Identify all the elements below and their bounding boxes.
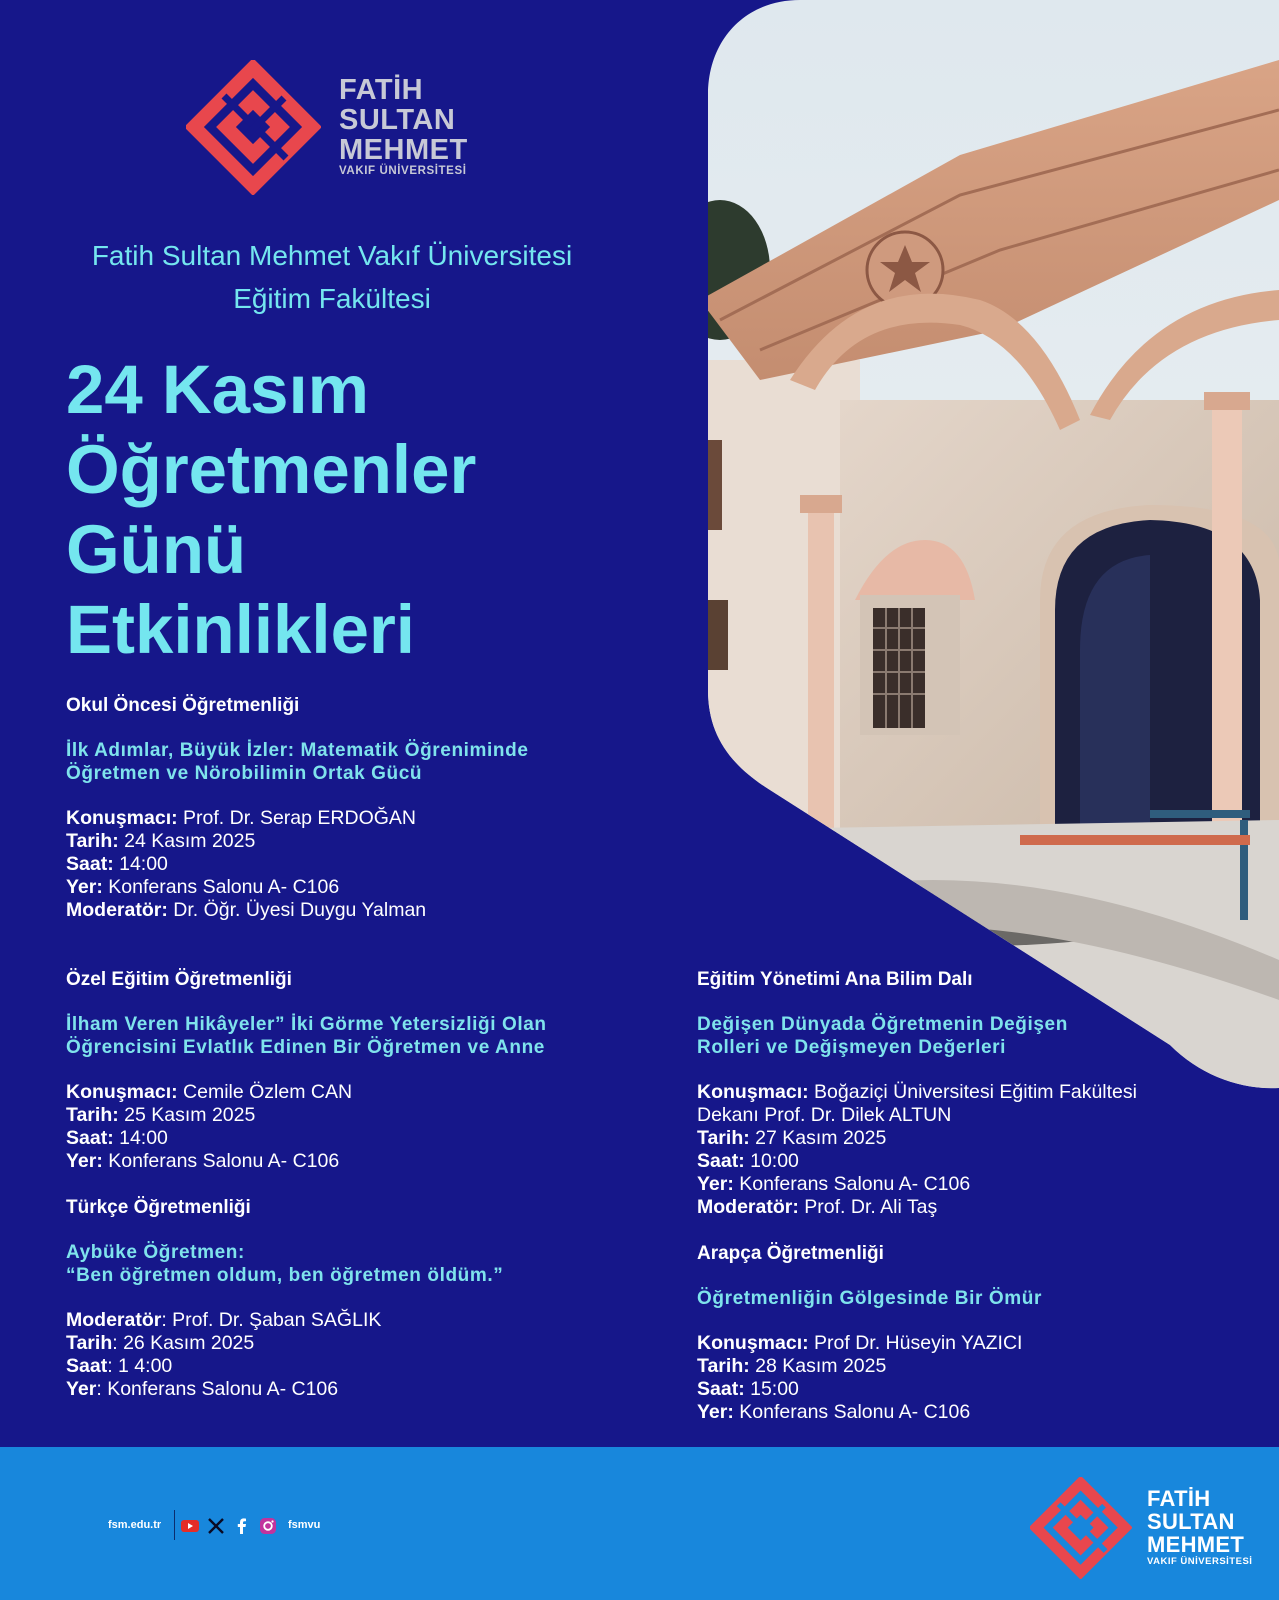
date-label: Tarih: — [66, 1104, 119, 1126]
footer-logo-line-1: FATİH — [1147, 1486, 1211, 1511]
time-value: 15:00 — [744, 1378, 799, 1400]
place-row — [66, 1150, 547, 1173]
logo-line-2: SULTAN — [339, 104, 456, 136]
event-turkce — [66, 1196, 503, 1401]
time-row — [697, 1150, 1137, 1173]
date-label: Tarih: — [66, 830, 119, 852]
page-title — [66, 350, 476, 670]
speaker-value: Boğaziçi Üniversitesi Eğitim Fakültesi — [808, 1081, 1137, 1103]
talk-title-line-1: Öğretmenliğin Gölgesinde Bir Ömür — [697, 1288, 1042, 1309]
title-line-1: 24 Kasım — [66, 351, 370, 428]
time-label: Saat: — [697, 1378, 745, 1400]
date-row — [66, 830, 529, 853]
social-handle[interactable]: fsmvu — [288, 1519, 321, 1531]
speaker-label: Konuşmacı: — [697, 1081, 809, 1103]
date-value: 27 Kasım 2025 — [749, 1127, 887, 1149]
moderator-label: Moderatör: — [697, 1196, 799, 1218]
speaker-row — [697, 1332, 1042, 1355]
section-title: Türkçe Öğretmenliği — [66, 1197, 251, 1218]
place-label: Yer: — [697, 1401, 734, 1423]
moderator-value: Dr. Öğr. Üyesi Duygu Yalman — [167, 899, 427, 921]
talk-title-line-2: Öğretmen ve Nörobilimin Ortak Gücü — [66, 763, 423, 784]
talk-title-line-1: Aybüke Öğretmen: — [66, 1242, 245, 1263]
speaker-label: Konuşmacı: — [697, 1332, 809, 1354]
speaker-value: Cemile Özlem CAN — [177, 1081, 353, 1103]
date-value: 28 Kasım 2025 — [749, 1355, 887, 1377]
title-line-3: Günü — [66, 511, 247, 588]
event-arapca — [697, 1242, 1042, 1424]
event-egitim-yonetimi — [697, 968, 1137, 1219]
talk-title-line-2: Öğrencisini Evlatlık Edinen Bir Öğretmen ve Anne — [66, 1037, 545, 1058]
time-label: Saat: — [66, 1127, 114, 1149]
talk-title-line-1: İlk Adımlar, Büyük İzler: Matematik Öğreniminde — [66, 740, 529, 761]
date-value: 25 Kasım 2025 — [118, 1104, 256, 1126]
section-title: Arapça Öğretmenliği — [697, 1243, 884, 1264]
faculty-name: Eğitim Fakültesi — [233, 283, 431, 314]
place-value: : Konferans Salonu A- C106 — [96, 1378, 339, 1400]
place-row — [697, 1401, 1042, 1424]
date-label: Tarih: — [697, 1355, 750, 1377]
youtube-icon[interactable] — [180, 1516, 200, 1536]
speaker-row-2: Dekanı Prof. Dr. Dilek ALTUN — [697, 1104, 952, 1126]
title-line-4: Etkinlikleri — [66, 591, 415, 668]
date-value: 24 Kasım 2025 — [118, 830, 256, 852]
time-label: Saat — [66, 1355, 108, 1377]
event-ozel-egitim — [66, 968, 547, 1173]
time-value: 14:00 — [113, 853, 168, 875]
date-label: Tarih: — [697, 1127, 750, 1149]
place-row — [66, 876, 529, 899]
speaker-row — [66, 807, 529, 830]
speaker-row — [697, 1081, 1137, 1104]
time-label: Saat: — [697, 1150, 745, 1172]
place-label: Yer: — [66, 1150, 103, 1172]
moderator-row — [697, 1196, 1137, 1219]
talk-title-line-1: Değişen Dünyada Öğretmenin Değişen — [697, 1014, 1068, 1035]
moderator-label: Moderatör — [66, 1309, 162, 1331]
place-label: Yer: — [66, 876, 103, 898]
place-value: Konferans Salonu A- C106 — [102, 1150, 340, 1172]
logo-line-3: MEHMET — [339, 134, 468, 166]
speaker-value: Prof Dr. Hüseyin YAZICI — [808, 1332, 1023, 1354]
speaker-label: Konuşmacı: — [66, 807, 178, 829]
fsm-logo-mark — [186, 60, 321, 195]
time-value: 14:00 — [113, 1127, 168, 1149]
date-row — [66, 1104, 547, 1127]
date-row — [697, 1127, 1137, 1150]
talk-title-line-2: “Ben öğretmen oldum, ben öğretmen öldüm.” — [66, 1265, 504, 1286]
footer-divider — [174, 1510, 175, 1540]
website-link[interactable]: fsm.edu.tr — [108, 1519, 162, 1531]
place-label: Yer: — [697, 1173, 734, 1195]
place-row — [697, 1173, 1137, 1196]
footer-logo-mark — [1030, 1477, 1132, 1579]
x-icon[interactable] — [206, 1516, 226, 1536]
section-title: Okul Öncesi Öğretmenliği — [66, 695, 300, 716]
talk-title-line-2: Rolleri ve Değişmeyen Değerleri — [697, 1037, 1007, 1058]
logo-subtitle: VAKIF ÜNİVERSİTESİ — [339, 165, 467, 177]
footer-logo-wordmark — [1147, 1487, 1252, 1567]
moderator-value: : Prof. Dr. Şaban SAĞLIK — [161, 1309, 382, 1331]
speaker-label: Konuşmacı: — [66, 1081, 178, 1103]
date-row — [66, 1332, 503, 1355]
section-title: Eğitim Yönetimi Ana Bilim Dalı — [697, 969, 973, 990]
section-title: Özel Eğitim Öğretmenliği — [66, 969, 292, 990]
moderator-row — [66, 1309, 503, 1332]
talk-title-line-1: İlham Veren Hikâyeler” İki Görme Yetersizliği Olan — [66, 1014, 547, 1035]
place-value: Konferans Salonu A- C106 — [733, 1173, 971, 1195]
footer-logo-subtitle: VAKIF ÜNİVERSİTESİ — [1147, 1556, 1253, 1567]
time-label: Saat: — [66, 853, 114, 875]
moderator-label: Moderatör: — [66, 899, 168, 921]
time-row — [66, 853, 529, 876]
place-value: Konferans Salonu A- C106 — [733, 1401, 971, 1423]
date-value: : 26 Kasım 2025 — [112, 1332, 255, 1354]
place-value: Konferans Salonu A- C106 — [102, 876, 340, 898]
time-value: 10:00 — [744, 1150, 799, 1172]
instagram-icon[interactable] — [258, 1516, 278, 1536]
logo-line-1: FATİH — [339, 74, 424, 106]
speaker-value: Prof. Dr. Serap ERDOĞAN — [177, 807, 417, 829]
time-value: : 1 4:00 — [107, 1355, 173, 1377]
fsm-logo-wordmark — [339, 75, 468, 177]
footer-logo-line-2: SULTAN — [1147, 1509, 1235, 1534]
speaker-row — [66, 1081, 547, 1104]
footer-logo-line-3: MEHMET — [1147, 1532, 1245, 1557]
university-name: Fatih Sultan Mehmet Vakıf Üniversitesi — [91, 240, 573, 271]
date-label: Tarih — [66, 1332, 113, 1354]
time-row — [66, 1127, 547, 1150]
time-row — [66, 1355, 503, 1378]
date-row — [697, 1355, 1042, 1378]
event-okul-oncesi — [66, 694, 529, 922]
place-row — [66, 1378, 503, 1401]
moderator-value: Prof. Dr. Ali Taş — [798, 1196, 938, 1218]
facebook-icon[interactable] — [232, 1516, 252, 1536]
place-label: Yer — [66, 1378, 97, 1400]
time-row — [697, 1378, 1042, 1401]
title-line-2: Öğretmenler — [66, 431, 477, 508]
moderator-row — [66, 899, 529, 922]
